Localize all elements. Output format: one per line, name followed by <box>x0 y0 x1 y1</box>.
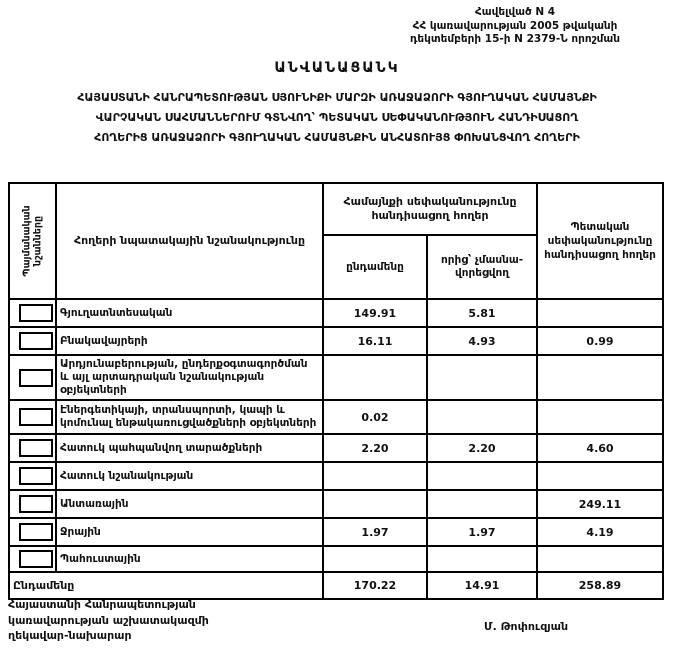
value-non-privatizable: 1.97 <box>427 518 537 546</box>
value-community-total: 16.11 <box>323 327 427 355</box>
land-category-label: Ջրային <box>56 518 323 546</box>
conventional-sign-cell <box>9 518 56 546</box>
table-row <box>9 299 663 327</box>
value-community-total <box>323 462 427 490</box>
land-category-label: Արդյունաբերության, ընդերքօգտագործման և այլ արտադրական նշանակության օբյեկտների <box>56 355 323 400</box>
value-non-privatizable <box>427 400 537 434</box>
decree-ref-line3: դեկտեմբերի 15-ի N 2379-Ն որոշման <box>409 33 621 45</box>
land-category-label: Գյուղատնտեսական <box>56 299 323 327</box>
subtitle-line3: ՀՈՂԵՐԻՑ ԱՌԱՋԱՁՈՐԻ ԳՅՈՒՂԱԿԱՆ ՀԱՄԱՅՆՔԻՆ ԱՆՀԱՏՈՒՅՑ ՓՈԽԱՆՑՎՈՂ ՀՈՂԵՐԻ <box>94 131 580 144</box>
table-row <box>9 355 663 400</box>
legend-color-box <box>19 550 53 568</box>
legend-color-box <box>19 495 53 513</box>
total-state: 258.89 <box>537 572 663 599</box>
value-community-total <box>323 546 427 572</box>
table-row <box>9 546 663 572</box>
signatory-name: Մ. Թոփուզյան <box>484 620 569 633</box>
header-community-group: Համայնքի սեփականությունը հանդիսացող հողեր <box>323 183 537 235</box>
vertical-text-wrap <box>13 205 52 277</box>
land-category-label: Պահուստային <box>56 546 323 572</box>
value-community-total <box>323 490 427 518</box>
legend-color-box <box>19 523 53 541</box>
legend-color-box <box>19 332 53 350</box>
value-state: 0.99 <box>537 327 663 355</box>
legend-color-box <box>19 369 53 387</box>
header-non-privatizable: որից՝ չմասնա-վորեցվող <box>427 235 537 299</box>
value-state <box>537 546 663 572</box>
document-subtitle <box>0 88 674 148</box>
table-row <box>9 434 663 462</box>
value-state <box>537 355 663 400</box>
value-state: 249.11 <box>537 490 663 518</box>
signatory-title-block <box>8 597 209 644</box>
legend-color-box <box>19 439 53 457</box>
header-conventional-signs-label: Պայմանական նշանները <box>21 205 44 277</box>
header-community-total: ընդամենը <box>323 235 427 299</box>
conventional-sign-cell <box>9 546 56 572</box>
land-category-label: Հատուկ նշանակության <box>56 462 323 490</box>
table-row <box>9 400 663 434</box>
value-community-total: 1.97 <box>323 518 427 546</box>
decree-ref-line2: ՀՀ կառավարության 2005 թվականի <box>412 19 618 32</box>
header-conventional-signs <box>9 183 56 299</box>
legend-color-box <box>19 467 53 485</box>
value-state <box>537 462 663 490</box>
total-community: 170.22 <box>323 572 427 599</box>
legend-color-box <box>19 304 53 322</box>
table-row <box>9 327 663 355</box>
value-non-privatizable: 4.93 <box>427 327 537 355</box>
value-non-privatizable: 5.81 <box>427 299 537 327</box>
conventional-sign-cell <box>9 400 56 434</box>
value-non-privatizable <box>427 462 537 490</box>
decree-reference <box>360 6 670 47</box>
conventional-sign-cell <box>9 490 56 518</box>
table-total-row <box>9 572 663 599</box>
value-community-total: 0.02 <box>323 400 427 434</box>
legend-color-box <box>19 408 53 426</box>
table-header-row-1 <box>9 183 663 235</box>
land-category-label: Անտառային <box>56 490 323 518</box>
conventional-sign-cell <box>9 327 56 355</box>
table-row <box>9 490 663 518</box>
land-category-label: Էներգետիկայի, տրանսպորտի, կապի և կոմունալ ենթակառուցվածքների օբյեկտների <box>56 400 323 434</box>
conventional-sign-cell <box>9 355 56 400</box>
decree-ref-line1: Հավելված N 4 <box>474 6 556 18</box>
value-state <box>537 299 663 327</box>
value-state: 4.60 <box>537 434 663 462</box>
value-state: 4.19 <box>537 518 663 546</box>
value-community-total: 149.91 <box>323 299 427 327</box>
table-row <box>9 518 663 546</box>
signatory-title-line1: Հայաստանի Հանրապետության <box>8 598 196 611</box>
subtitle-line2: ՎԱՐՉԱԿԱՆ ՍԱՀՄԱՆՆԵՐՈՒՄ ԳՏՆՎՈՂ՝ ՊԵՏԱԿԱՆ ՍԵՓԱԿԱՆՈՒԹՅՈՒՆ ՀԱՆԴԻՍԱՑՈՂ <box>95 111 579 124</box>
total-non-privatizable: 14.91 <box>427 572 537 599</box>
total-row-label: Ընդամենը <box>9 572 323 599</box>
header-land-purpose: Հողերի նպատակային նշանակությունը <box>56 183 323 299</box>
conventional-sign-cell <box>9 434 56 462</box>
land-transfer-table <box>8 182 664 600</box>
value-state <box>537 400 663 434</box>
value-non-privatizable: 2.20 <box>427 434 537 462</box>
signatory-title-line2: կառավարության աշխատակազմի <box>8 613 209 627</box>
signatory-title-line3: ղեկավար-նախարար <box>8 629 132 642</box>
conventional-sign-cell <box>9 299 56 327</box>
value-community-total <box>323 355 427 400</box>
land-category-label: Բնակավայրերի <box>56 327 323 355</box>
value-non-privatizable <box>427 546 537 572</box>
page-title: ԱՆՎԱՆԱՑԱՆԿ <box>274 60 400 76</box>
value-community-total: 2.20 <box>323 434 427 462</box>
value-non-privatizable <box>427 490 537 518</box>
header-state-property: Պետական սեփականությունը հանդիսացող հողեր <box>537 183 663 299</box>
conventional-sign-cell <box>9 462 56 490</box>
value-non-privatizable <box>427 355 537 400</box>
land-category-label: Հատուկ պահպանվող տարածքների <box>56 434 323 462</box>
table-row <box>9 462 663 490</box>
subtitle-line1: ՀԱՅԱՍՏԱՆԻ ՀԱՆՐԱՊԵՏՈՒԹՅԱՆ ՍՅՈՒՆԻՔԻ ՄԱՐԶԻ ԱՌԱՋԱՁՈՐԻ ԳՅՈՒՂԱԿԱՆ ՀԱՄԱՅՆՔԻ <box>77 91 597 104</box>
